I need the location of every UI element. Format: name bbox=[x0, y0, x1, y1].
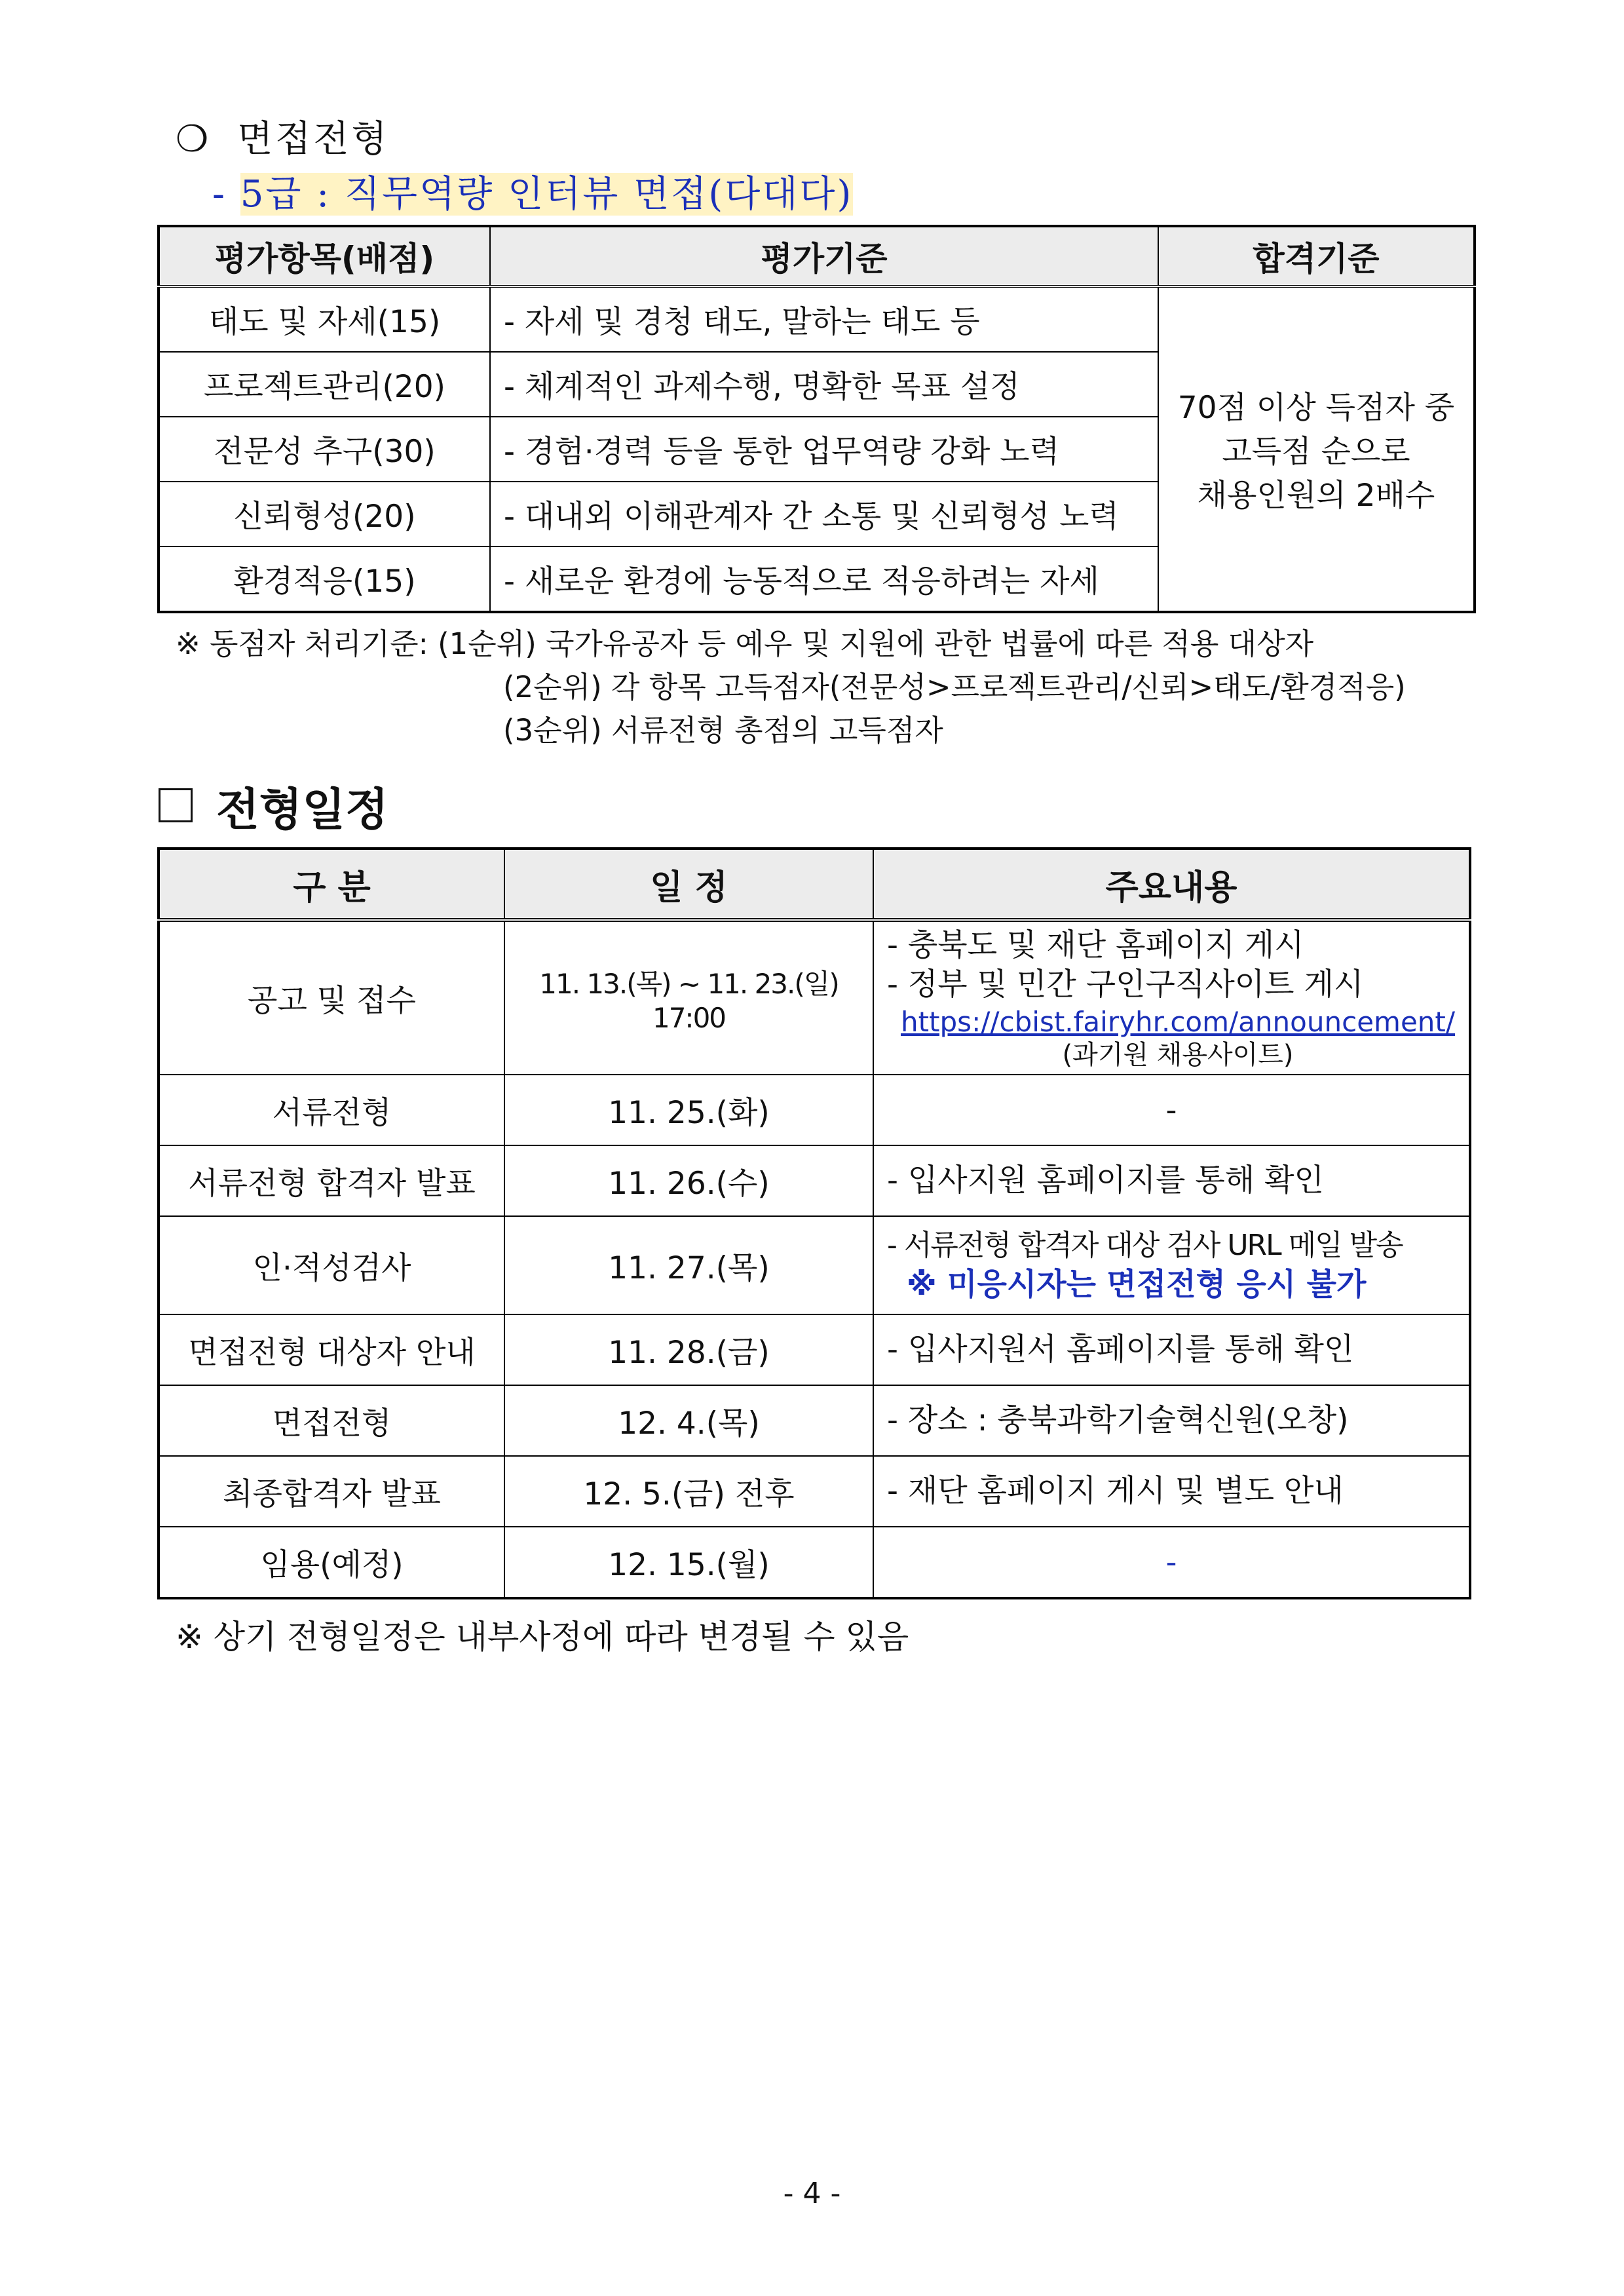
detail-line: - 충북도 및 재단 홈페이지 게시 bbox=[887, 927, 1304, 963]
eval-item: 전문성 추구(30) bbox=[159, 417, 490, 482]
schedule-date: 11. 28.(금) bbox=[504, 1314, 873, 1385]
tie-break-label: ※ 동점자 처리기준: bbox=[176, 626, 428, 661]
page-number: - 4 - bbox=[783, 2177, 841, 2210]
schedule-date: 11. 26.(수) bbox=[504, 1145, 873, 1216]
schedule-date: 11. 13.(목) ~ 11. 23.(일) 17:00 bbox=[504, 920, 873, 1075]
schedule-details: - bbox=[873, 1527, 1470, 1598]
schedule-heading bbox=[159, 775, 388, 838]
schedule-header-stage: 구 분 bbox=[159, 849, 504, 920]
schedule-details: - 장소 : 충북과학기술혁신원(오창) bbox=[873, 1385, 1470, 1456]
schedule-details bbox=[873, 1216, 1470, 1314]
table-row bbox=[159, 1385, 1470, 1456]
subheading-text: 5급 : 직무역량 인터뷰 면접(다대다) bbox=[240, 173, 854, 216]
schedule-stage: 인·적성검사 bbox=[159, 1216, 504, 1314]
interview-heading-text: 면접전형 bbox=[237, 118, 390, 161]
eval-header-pass: 합격기준 bbox=[1158, 226, 1475, 286]
eval-item: 프로젝트관리(20) bbox=[159, 352, 490, 417]
pass-criteria-line: 70점 이상 득점자 중 bbox=[1177, 390, 1455, 426]
pass-criteria-line: 채용인원의 2배수 bbox=[1197, 478, 1435, 514]
schedule-details: - 입사지원 홈페이지를 통해 확인 bbox=[873, 1145, 1470, 1216]
schedule-date: 11. 25.(화) bbox=[504, 1075, 873, 1145]
schedule-header-row bbox=[159, 849, 1470, 920]
circle-bullet-icon: ❍ bbox=[176, 118, 212, 161]
schedule-stage: 서류전형 합격자 발표 bbox=[159, 1145, 504, 1216]
schedule-header-date: 일 정 bbox=[504, 849, 873, 920]
eval-criteria: - 대내외 이해관계자 간 소통 및 신뢰형성 노력 bbox=[490, 482, 1158, 546]
eval-item: 태도 및 자세(15) bbox=[159, 286, 490, 352]
schedule-stage: 공고 및 접수 bbox=[159, 920, 504, 1075]
schedule-details: - bbox=[873, 1075, 1470, 1145]
schedule-details: - 재단 홈페이지 게시 및 별도 안내 bbox=[873, 1456, 1470, 1527]
eval-header-item: 평가항목(배점) bbox=[159, 226, 490, 286]
table-row bbox=[159, 1216, 1470, 1314]
pass-criteria-cell bbox=[1158, 286, 1475, 612]
tie-break-rule: (3순위) 서류전형 총점의 고득점자 bbox=[503, 713, 943, 748]
schedule-stage: 임용(예정) bbox=[159, 1527, 504, 1598]
schedule-date: 12. 5.(금) 전후 bbox=[504, 1456, 873, 1527]
table-row bbox=[159, 1075, 1470, 1145]
schedule-date: 11. 27.(목) bbox=[504, 1216, 873, 1314]
eval-header-criteria: 평가기준 bbox=[490, 226, 1158, 286]
table-row bbox=[159, 920, 1470, 1075]
detail-line: - 서류전형 합격자 대상 검사 URL 메일 발송 bbox=[887, 1229, 1403, 1262]
schedule-stage: 면접전형 대상자 안내 bbox=[159, 1314, 504, 1385]
tie-break-note bbox=[176, 622, 1406, 752]
detail-line: - 정부 및 민간 구인구직사이트 게시 bbox=[887, 966, 1364, 1003]
schedule-stage: 면접전형 bbox=[159, 1385, 504, 1456]
eval-criteria: - 새로운 환경에 능동적으로 적응하려는 자세 bbox=[490, 546, 1158, 612]
evaluation-table bbox=[157, 225, 1476, 613]
checkbox-square-icon bbox=[159, 788, 193, 822]
schedule-date: 12. 4.(목) bbox=[504, 1385, 873, 1456]
schedule-note: ※ 상기 전형일정은 내부사정에 따라 변경될 수 있음 bbox=[176, 1618, 909, 1656]
schedule-date: 12. 15.(월) bbox=[504, 1527, 873, 1598]
tie-break-rule: (2순위) 각 항목 고득점자(전문성>프로젝트관리/신뢰>태도/환경적응) bbox=[503, 670, 1406, 704]
table-row bbox=[159, 1456, 1470, 1527]
table-row bbox=[159, 1527, 1470, 1598]
subheading-dash: - bbox=[212, 173, 227, 216]
eval-item: 환경적응(15) bbox=[159, 546, 490, 612]
schedule-details: - 입사지원서 홈페이지를 통해 확인 bbox=[873, 1314, 1470, 1385]
interview-subheading bbox=[212, 165, 853, 218]
tie-break-rule: (1순위) 국가유공자 등 예우 및 지원에 관한 법률에 따른 적용 대상자 bbox=[438, 626, 1314, 661]
schedule-table bbox=[157, 847, 1471, 1599]
schedule-details bbox=[873, 920, 1470, 1075]
eval-row bbox=[159, 286, 1475, 352]
eval-criteria: - 자세 및 경청 태도, 말하는 태도 등 bbox=[490, 286, 1158, 352]
eval-header-row bbox=[159, 226, 1475, 286]
schedule-stage: 서류전형 bbox=[159, 1075, 504, 1145]
schedule-stage: 최종합격자 발표 bbox=[159, 1456, 504, 1527]
link-note: (과기원 채용사이트) bbox=[1062, 1039, 1294, 1070]
eval-item: 신뢰형성(20) bbox=[159, 482, 490, 546]
eval-criteria: - 경험·경력 등을 통한 업무역량 강화 노력 bbox=[490, 417, 1158, 482]
interview-heading bbox=[176, 110, 390, 163]
table-row bbox=[159, 1145, 1470, 1216]
schedule-heading-text: 전형일정 bbox=[216, 784, 388, 836]
recruitment-site-link[interactable]: https://cbist.fairyhr.com/announcement/ bbox=[900, 1005, 1456, 1038]
table-row bbox=[159, 1314, 1470, 1385]
warning-note: ※ 미응시자는 면접전형 응시 불가 bbox=[907, 1267, 1367, 1303]
eval-criteria: - 체계적인 과제수행, 명확한 목표 설정 bbox=[490, 352, 1158, 417]
pass-criteria-line: 고득점 순으로 bbox=[1222, 434, 1410, 470]
schedule-header-details: 주요내용 bbox=[873, 849, 1470, 920]
